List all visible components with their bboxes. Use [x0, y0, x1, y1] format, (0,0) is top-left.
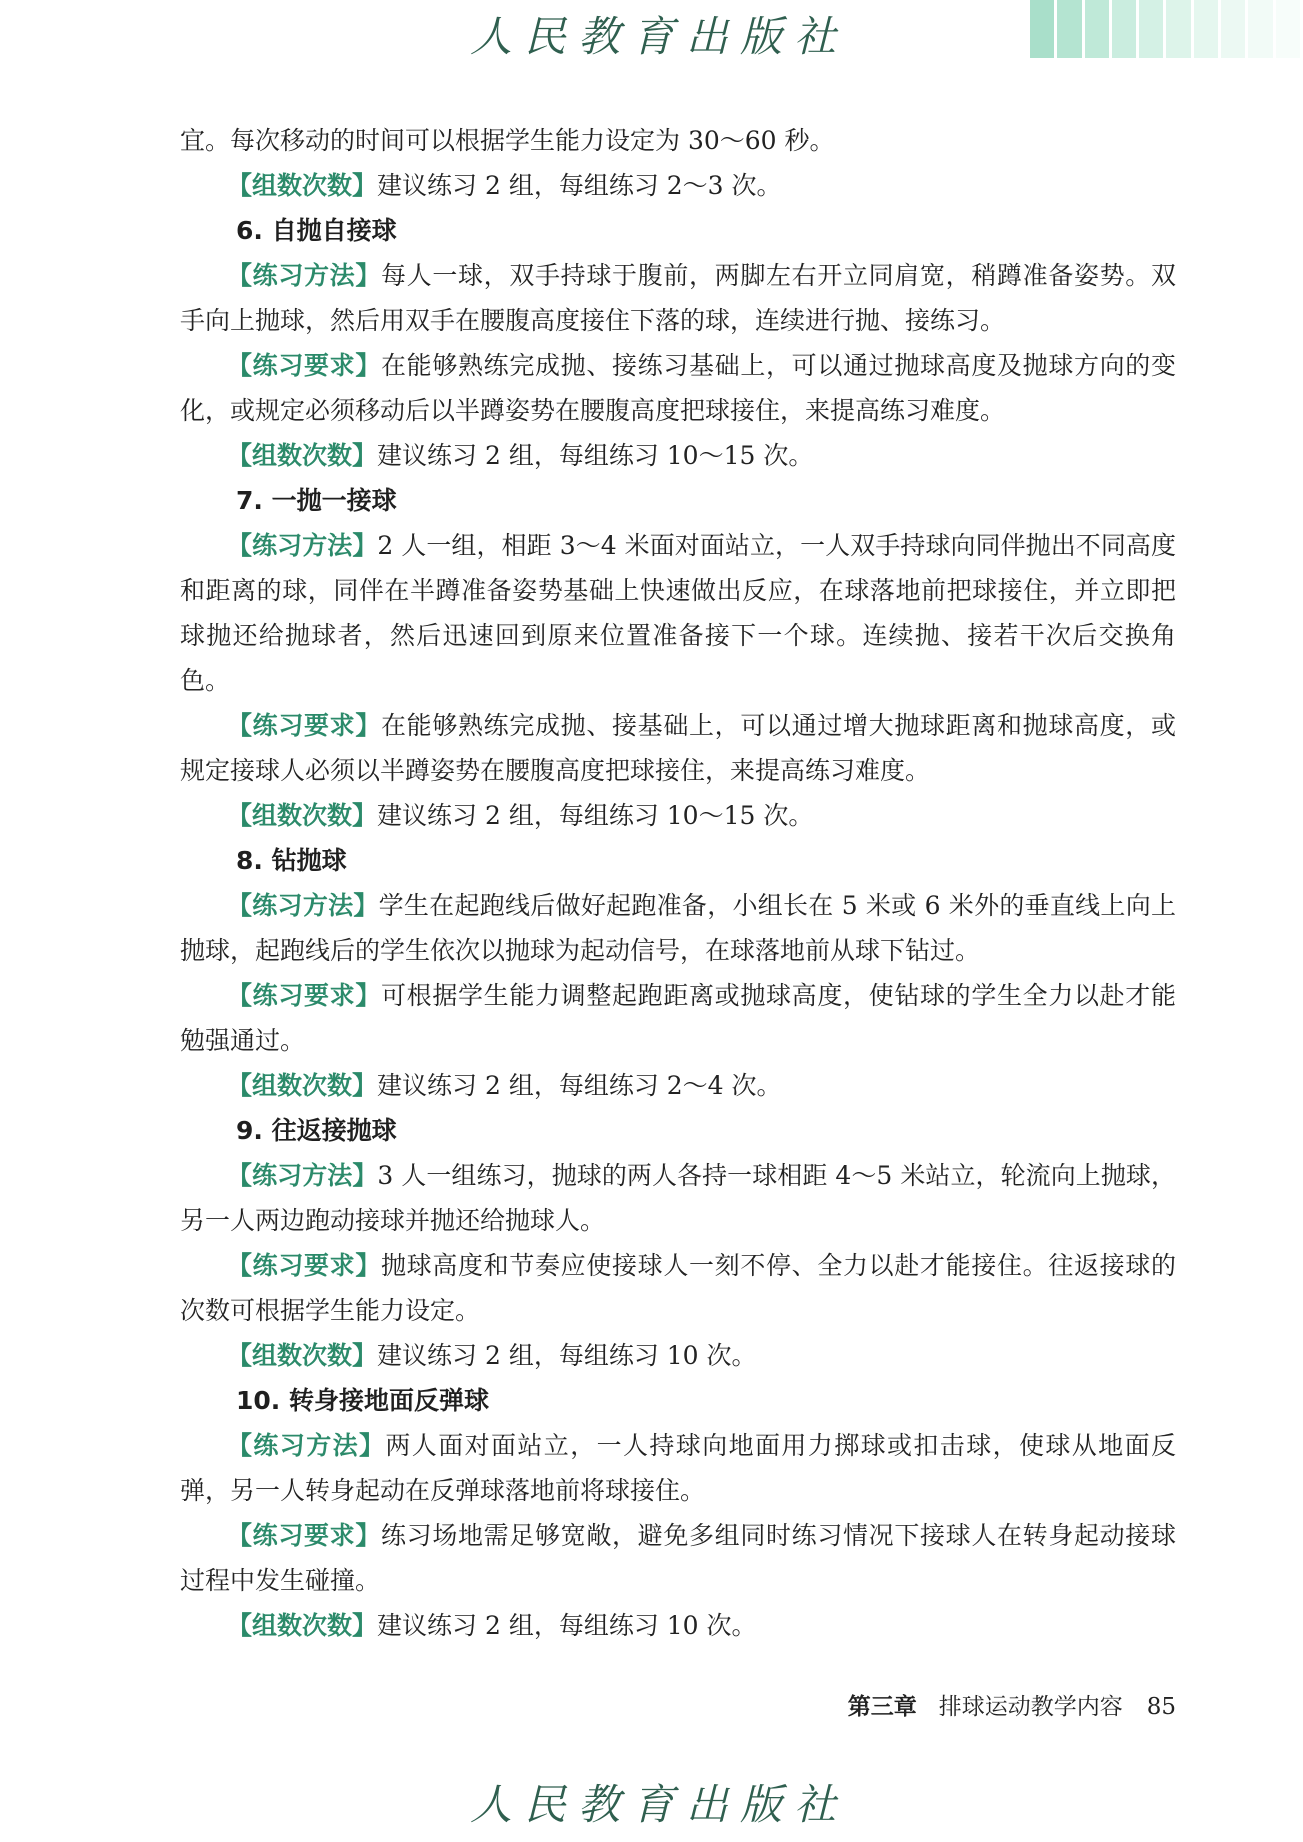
publisher-logo-footer: 人民教育出版社 — [470, 1780, 849, 1829]
tag-label: 【组数次数】 — [227, 801, 378, 830]
paragraph-requirement — [180, 343, 1176, 433]
paragraph-sets-reps — [180, 1063, 1176, 1108]
header-stripe-decoration — [1030, 0, 1303, 58]
paragraph-requirement — [180, 1243, 1176, 1333]
paragraph-sets-reps — [180, 163, 1176, 208]
stripe-bar — [1276, 0, 1300, 58]
paragraph-text: 可根据学生能力调整起跑距离或抛球高度，使钻球的学生全力以赴才能勉强通过。 — [180, 981, 1176, 1055]
paragraph-text: 两人面对面站立，一人持球向地面用力掷球或扣击球，使球从地面反弹，另一人转身起动在反弹球落地前将球接住。 — [180, 1431, 1176, 1505]
section-heading-8: 8. 钻抛球 — [236, 846, 347, 875]
paragraph-continued: 宜。每次移动的时间可以根据学生能力设定为 30～60 秒。 — [180, 126, 835, 155]
paragraph-requirement — [180, 973, 1176, 1063]
tag-label: 【练习方法】 — [227, 1161, 378, 1190]
stripe-bar — [1112, 0, 1136, 58]
stripe-bar — [1166, 0, 1190, 58]
tag-label: 【练习要求】 — [227, 1251, 381, 1280]
stripe-bar — [1057, 0, 1081, 58]
paragraph-method — [180, 883, 1176, 973]
paragraph-method — [180, 1153, 1176, 1243]
paragraph-text: 建议练习 2 组，每组练习 2～3 次。 — [377, 171, 782, 200]
tag-label: 【组数次数】 — [227, 1341, 378, 1370]
stripe-bar — [1248, 0, 1272, 58]
paragraph-text: 建议练习 2 组，每组练习 10～15 次。 — [377, 441, 814, 470]
footer-section-title: 排球运动教学内容 — [938, 1694, 1123, 1720]
paragraph-text: 建议练习 2 组，每组练习 2～4 次。 — [377, 1071, 782, 1100]
tag-label: 【练习方法】 — [227, 261, 381, 290]
paragraph-text: 抛球高度和节奏应使接球人一刻不停、全力以赴才能接住。往返接球的次数可根据学生能力设定。 — [180, 1251, 1176, 1325]
paragraph-text: 建议练习 2 组，每组练习 10～15 次。 — [377, 801, 814, 830]
stripe-bar — [1139, 0, 1163, 58]
paragraph-sets-reps — [180, 1333, 1176, 1378]
tag-label: 【练习要求】 — [227, 1521, 381, 1550]
section-heading-6: 6. 自抛自接球 — [236, 216, 397, 245]
paragraph-sets-reps — [180, 433, 1176, 478]
paragraph-text: 在能够熟练完成抛、接基础上，可以通过增大抛球距离和抛球高度，或规定接球人必须以半蹲姿势在腰腹高度把球接住，来提高练习难度。 — [180, 711, 1176, 785]
tag-label: 【练习要求】 — [227, 711, 381, 740]
paragraph-text: 在能够熟练完成抛、接练习基础上，可以通过抛球高度及抛球方向的变化，或规定必须移动后以半蹲姿势在腰腹高度把球接住，来提高练习难度。 — [180, 351, 1176, 425]
paragraph-sets-reps — [180, 793, 1176, 838]
page-body — [180, 118, 1176, 1648]
footer-chapter: 第三章 — [847, 1694, 917, 1720]
paragraph-text: 每人一球，双手持球于腹前，两脚左右开立同肩宽，稍蹲准备姿势。双手向上抛球，然后用双手在腰腹高度接住下落的球，连续进行抛、接练习。 — [180, 261, 1176, 335]
paragraph-method — [180, 1423, 1176, 1513]
section-heading-7: 7. 一抛一接球 — [236, 486, 397, 515]
publisher-logo-header: 人民教育出版社 — [470, 12, 849, 61]
section-heading-10: 10. 转身接地面反弹球 — [236, 1386, 489, 1415]
paragraph-text: 3 人一组练习，抛球的两人各持一球相距 4～5 米站立，轮流向上抛球，另一人两边跑动接球并抛还给抛球人。 — [180, 1161, 1176, 1235]
section-heading-9: 9. 往返接抛球 — [236, 1116, 397, 1145]
paragraph-requirement — [180, 703, 1176, 793]
tag-label: 【组数次数】 — [227, 1071, 378, 1100]
stripe-bar — [1221, 0, 1245, 58]
tag-label: 【组数次数】 — [227, 1611, 378, 1640]
paragraph-text: 建议练习 2 组，每组练习 10 次。 — [377, 1611, 757, 1640]
paragraph-sets-reps — [180, 1603, 1176, 1648]
tag-label: 【练习方法】 — [227, 891, 379, 920]
paragraph-text: 2 人一组，相距 3～4 米面对面站立，一人双手持球向同伴抛出不同高度和距离的球，同伴在半蹲准备姿势基础上快速做出反应，在球落地前把球接住，并立即把球抛还给抛球者，然后迅速回到原来位置准备接下一个球。连续抛、接若干次后交换角色。 — [180, 531, 1176, 695]
paragraph-text: 学生在起跑线后做好起跑准备，小组长在 5 米或 6 米外的垂直线上向上抛球，起跑线后的学生依次以抛球为起动信号，在球落地前从球下钻过。 — [180, 891, 1176, 965]
tag-label: 【练习要求】 — [227, 981, 381, 1010]
page-number: 85 — [1146, 1694, 1176, 1720]
paragraph-text: 建议练习 2 组，每组练习 10 次。 — [377, 1341, 757, 1370]
stripe-bar — [1194, 0, 1218, 58]
paragraph-text: 练习场地需足够宽敞，避免多组同时练习情况下接球人在转身起动接球过程中发生碰撞。 — [180, 1521, 1176, 1595]
tag-label: 【练习方法】 — [227, 531, 378, 560]
paragraph-requirement — [180, 1513, 1176, 1603]
tag-label: 【组数次数】 — [227, 171, 378, 200]
tag-label: 【组数次数】 — [227, 441, 378, 470]
stripe-bar — [1030, 0, 1054, 58]
paragraph-method — [180, 523, 1176, 703]
tag-label: 【练习要求】 — [227, 351, 381, 380]
running-footer — [848, 1688, 1176, 1721]
tag-label: 【练习方法】 — [227, 1431, 386, 1460]
paragraph-method — [180, 253, 1176, 343]
stripe-bar — [1085, 0, 1109, 58]
